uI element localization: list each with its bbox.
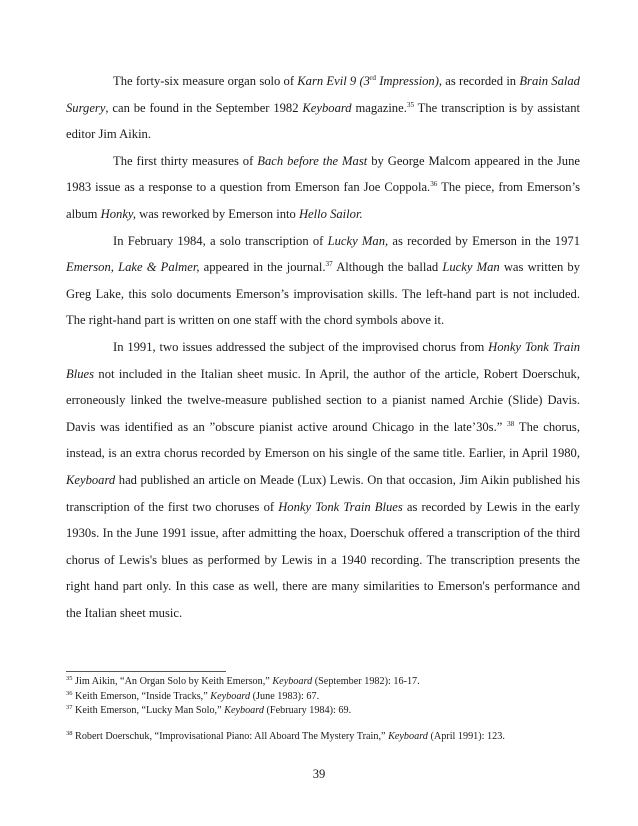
paragraph-segment-italic-text: Lucky Man,	[327, 233, 389, 248]
paragraph-segment-superscript: rd	[369, 74, 376, 82]
footnote-segment-superscript: 37	[66, 704, 73, 712]
footnote-37	[66, 704, 586, 719]
paragraph-segment-text: In 1991, two issues addressed the subject of the improvised chorus from	[113, 339, 489, 354]
footnote-segment-superscript: 35	[66, 675, 73, 682]
paragraph-segment-text: The chorus, instead, is an extra chorus recorded by Emerson on his single of the same title. Earlier, in April 1980,	[66, 419, 580, 461]
paragraph-segment-superscript: 38	[507, 419, 515, 428]
paragraph-segment-text: Although the ballad	[332, 260, 443, 275]
paragraph-segment-text: , can be found in the September 1982	[105, 100, 303, 115]
footnote-segment-italic-text: Keyboard	[210, 690, 251, 702]
paragraph-segment-text: The forty-six measure organ solo of	[113, 74, 298, 88]
paragraph-4	[66, 334, 580, 627]
paragraph-segment-text: In February 1984, a solo transcription of	[113, 233, 328, 248]
paragraph-segment-text: was reworked by Emerson into	[135, 206, 299, 221]
paragraph-segment-text: , as recorded in	[438, 74, 520, 88]
paragraph-segment-italic-text: Honky Tonk Train Blues	[66, 339, 580, 381]
footnote-segment-italic-text: Keyboard	[388, 730, 428, 742]
paragraph-segment-text: as recorded by Emerson in the 1971	[388, 233, 580, 248]
paragraph-segment-superscript: 36	[430, 180, 438, 189]
footnote-segment-text: Robert Doerschuk, “Improvisational Piano: All Aboard The Mystery Train,”	[72, 730, 389, 742]
paragraph-segment-text: magazine.	[351, 100, 407, 115]
paragraph-segment-text: appeared in the journal.	[199, 260, 326, 275]
paragraph-segment-italic-text: Keyboard	[302, 100, 352, 115]
paragraph-segment-superscript: 37	[325, 260, 333, 269]
footnote-segment-superscript: 38	[66, 729, 73, 737]
paragraph-3	[66, 228, 580, 334]
paragraph-segment-italic-text: Brain Salad Surgery	[66, 74, 580, 115]
footnotes	[66, 675, 586, 744]
footnote-segment-text: Keith Emerson, “Lucky Man Solo,”	[72, 705, 225, 717]
paragraph-segment-superscript: 35	[406, 100, 415, 109]
paragraph-segment-text: by George Malcom appeared in the June 1983 issue as a response to a question from Emerson fan Joe Coppola.	[66, 153, 580, 195]
paragraph-1	[66, 68, 580, 148]
footnote-segment-italic-text: Keyboard	[272, 676, 313, 687]
footnote-segment-text: Jim Aikin, “An Organ Solo by Keith Emerson,”	[72, 676, 273, 687]
footnote-35	[66, 675, 586, 690]
footnote-segment-superscript: 36	[66, 689, 73, 697]
paragraph-segment-text: was written by Greg Lake, this solo documents Emerson’s improvisation skills. The left-hand part is not included. The right-hand part is written on one staff with the chord symbols above it.	[66, 260, 580, 328]
footnote-segment-text: (April 1991): 123.	[427, 730, 505, 742]
paragraph-segment-italic-text: Karn Evil 9 (3	[297, 74, 370, 88]
paragraph-segment-italic-text: Honky,	[100, 206, 136, 221]
paragraph-segment-italic-text: Hello Sailor.	[298, 206, 363, 221]
footnote-segment-text: Keith Emerson, “Inside Tracks,”	[72, 690, 211, 702]
paragraph-segment-text: had published an article on Meade (Lux) Lewis. On that occasion, Jim Aikin published his transcription of the first two choruses of	[66, 472, 580, 514]
paragraph-2	[66, 148, 580, 228]
paragraph-segment-italic-text: Lucky Man	[442, 260, 500, 275]
paragraph-segment-text: as recorded by Lewis in the early 1930s. In the June 1991 issue, after admitting the hoax, Doerschuk offered a transcription of the third chorus of Lewis's blues as performed by Lewis in a 1940 recording. The transcription presents the right hand part only. In this case as well, there are many similarities to Emerson's performance and the Italian sheet music.	[66, 499, 580, 620]
paragraph-segment-text: The piece, from Emerson’s album	[66, 180, 580, 221]
body-text	[66, 68, 580, 626]
footnote-36	[66, 690, 586, 705]
paragraph-segment-italic-text: Emerson, Lake & Palmer,	[66, 260, 200, 275]
footnote-segment-text: (February 1984): 69.	[263, 705, 352, 717]
paragraph-segment-text: not included in the Italian sheet music. In April, the author of the article, Robert Doerschuk, erroneously linked the twelve-measure published section to a pianist named Archie (Slide) Davis. Davis was identified as an ”obscure pianist active around Chicago in the late’30s.”	[66, 366, 580, 434]
paragraph-segment-text: The transcription is by assistant editor Jim Aikin.	[66, 100, 581, 142]
footnote-38	[66, 730, 586, 745]
paragraph-segment-italic-text: Bach before the Mast	[257, 153, 368, 168]
footnote-segment-italic-text: Keyboard	[224, 705, 264, 717]
footnote-divider	[66, 671, 226, 672]
paragraph-segment-italic-text: Honky Tonk Train Blues	[278, 499, 403, 514]
page-number: 39	[312, 767, 326, 781]
footnote-segment-text: (September 1982): 16-17.	[312, 676, 420, 687]
paragraph-segment-italic-text: Keyboard	[66, 472, 116, 487]
paragraph-segment-italic-text: Impression)	[375, 74, 439, 88]
footnote-segment-text: (June 1983): 67.	[250, 690, 320, 702]
paragraph-segment-text: The first thirty measures of	[113, 153, 258, 168]
